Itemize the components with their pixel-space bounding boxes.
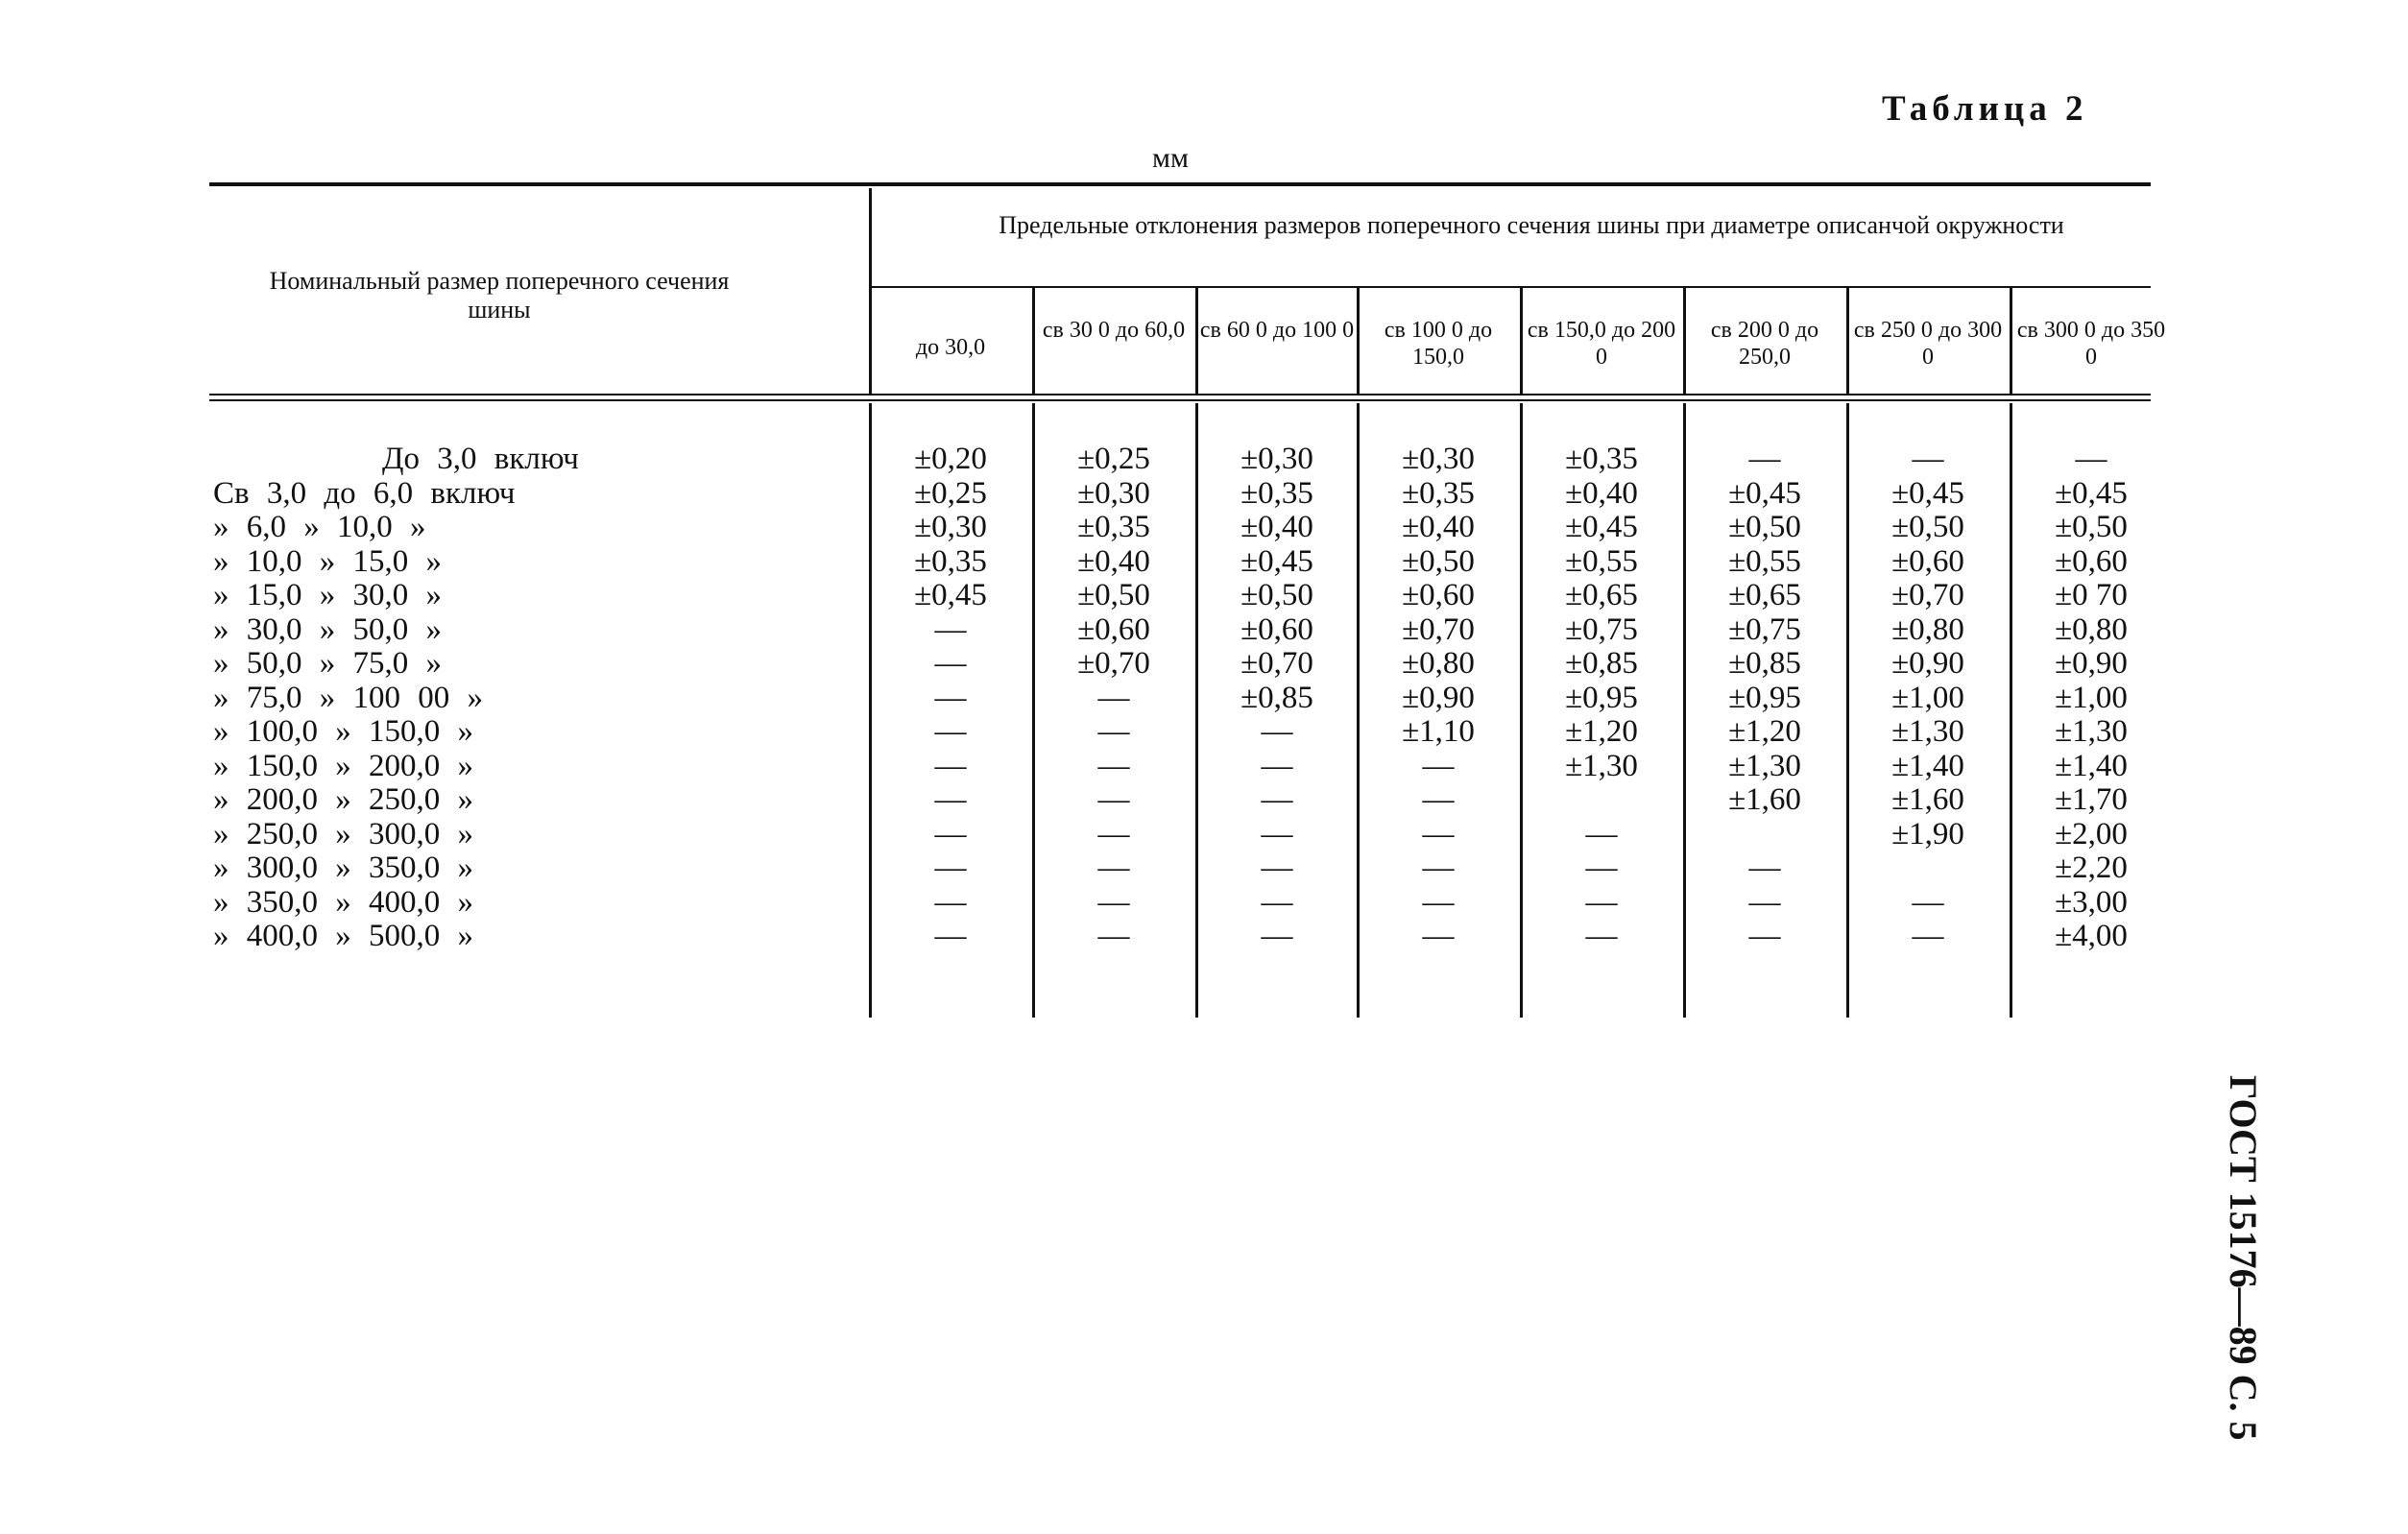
table-cell: ±0,60 bbox=[1240, 611, 1313, 647]
table-cell: ±0,45 bbox=[2055, 475, 2128, 511]
table-cell: ±4,00 bbox=[2055, 919, 2128, 953]
table-cell: — bbox=[1912, 919, 1944, 953]
table-cell: ±0,70 bbox=[1240, 646, 1313, 681]
table-cell: — bbox=[1261, 816, 1293, 851]
row-label: » 50,0 » 75,0 » bbox=[213, 646, 442, 681]
table-cell: — bbox=[1097, 816, 1130, 851]
column-header: св 200 0 до 250,0 bbox=[1710, 318, 1819, 370]
table-cell: — bbox=[1912, 884, 1944, 920]
table-cell: ±0,50 bbox=[1240, 578, 1313, 612]
table-cell: ±1,30 bbox=[1565, 748, 1638, 783]
table-cell: ±0,80 bbox=[1891, 611, 1964, 647]
row-label: » 250,0 » 300,0 » bbox=[213, 816, 473, 851]
table-cell: — bbox=[1585, 816, 1618, 851]
table-cell: ±0,70 bbox=[1077, 646, 1150, 681]
table-cell: ±2,00 bbox=[2055, 816, 2128, 851]
column-header: св 300 0 до 350 0 bbox=[2016, 318, 2166, 370]
table-cell: ±0,35 bbox=[1240, 475, 1313, 511]
table-cell: ±0,85 bbox=[1565, 646, 1638, 681]
table-cell: ±0,45 bbox=[1728, 475, 1801, 511]
table-cell: ±0,55 bbox=[1728, 543, 1801, 579]
table-cell: ±1,00 bbox=[2055, 680, 2128, 715]
table-cell: — bbox=[934, 714, 967, 749]
table-cell: ±0,95 bbox=[1565, 680, 1638, 715]
table-title: Таблица 2 bbox=[1882, 89, 2088, 129]
header-bottom-rule-1 bbox=[209, 394, 2151, 395]
column-header: св 150,0 до 200 0 bbox=[1527, 318, 1676, 370]
table-cell: ±0,40 bbox=[1565, 475, 1638, 511]
table-cell: — bbox=[1097, 851, 1130, 885]
table-cell: ±1,20 bbox=[1728, 714, 1801, 749]
table-cell: — bbox=[1261, 782, 1293, 817]
table-cell: ±1,30 bbox=[1728, 748, 1801, 783]
table-cell: ±0,80 bbox=[1402, 646, 1475, 681]
table-cell: ±0,50 bbox=[1728, 510, 1801, 544]
table-cell: ±0,70 bbox=[1891, 578, 1964, 612]
table-cell: — bbox=[1422, 816, 1455, 851]
table-cell: — bbox=[1422, 782, 1455, 817]
table-cell: ±0,60 bbox=[1891, 543, 1964, 579]
table-cell: — bbox=[1261, 748, 1293, 783]
table-cell: ±0,35 bbox=[1565, 442, 1638, 476]
column-header: св 30 0 до 60,0 bbox=[1042, 318, 1186, 343]
table-cell: — bbox=[1748, 884, 1781, 920]
table-cell: — bbox=[1261, 919, 1293, 953]
table-cell: ±0,85 bbox=[1728, 646, 1801, 681]
table-cell: — bbox=[1585, 919, 1618, 953]
table-cell: ±0,95 bbox=[1728, 680, 1801, 715]
row-label: » 200,0 » 250,0 » bbox=[213, 782, 473, 817]
group-header: Предельные отклонения размеров поперечного сечения шины при диаметре описанчой окружности bbox=[999, 211, 2064, 239]
column-header: св 100 0 до 150,0 bbox=[1384, 318, 1493, 370]
table-cell: ±0,65 bbox=[1565, 578, 1638, 612]
row-label: » 150,0 » 200,0 » bbox=[213, 748, 473, 783]
table-cell: ±0,30 bbox=[914, 510, 987, 544]
table-cell: — bbox=[934, 884, 967, 920]
table-cell: — bbox=[1422, 851, 1455, 885]
table-cell: ±1,90 bbox=[1891, 816, 1964, 851]
table-cell: ±0,85 bbox=[1240, 680, 1313, 715]
row-label: До 3,0 включ bbox=[382, 442, 579, 476]
table-cell: ±0,50 bbox=[2055, 510, 2128, 544]
table-cell: — bbox=[934, 680, 967, 715]
table-cell: ±0,70 bbox=[1402, 611, 1475, 647]
table-cell: — bbox=[1097, 714, 1130, 749]
row-label: Св 3,0 до 6,0 включ bbox=[213, 475, 516, 511]
table-cell: ±0,40 bbox=[1402, 510, 1475, 544]
column-header: св 60 0 до 100 0 bbox=[1199, 318, 1355, 343]
table-cell: ±1,60 bbox=[1728, 782, 1801, 817]
column-header: до 30,0 bbox=[915, 335, 986, 360]
table-cell: ±0,80 bbox=[2055, 611, 2128, 647]
row-label: » 75,0 » 100 00 » bbox=[213, 680, 483, 715]
table-cell: ±1,10 bbox=[1402, 714, 1475, 749]
table-cell: — bbox=[934, 851, 967, 885]
column-header: св 250 0 до 300 0 bbox=[1853, 318, 2003, 370]
row-label: » 30,0 » 50,0 » bbox=[213, 611, 442, 647]
unit-label: мм bbox=[1152, 142, 1189, 174]
table-cell: ±0,75 bbox=[1565, 611, 1638, 647]
table-cell: — bbox=[1422, 748, 1455, 783]
table-cell: — bbox=[1261, 851, 1293, 885]
table-cell: ±0,45 bbox=[1240, 543, 1313, 579]
table-cell: ±1,60 bbox=[1891, 782, 1964, 817]
table-cell: ±0,60 bbox=[2055, 543, 2128, 579]
row-label: » 350,0 » 400,0 » bbox=[213, 884, 473, 920]
table-cell: — bbox=[934, 919, 967, 953]
table-cell: ±1,40 bbox=[2055, 748, 2128, 783]
table-cell: — bbox=[1097, 884, 1130, 920]
table-cell: ±1,40 bbox=[1891, 748, 1964, 783]
table-cell: ±0,75 bbox=[1728, 611, 1801, 647]
table-cell: ±0,45 bbox=[1565, 510, 1638, 544]
table-cell: ±0,40 bbox=[1240, 510, 1313, 544]
stub-header: Номинальный размер поперечного сечения шины bbox=[269, 267, 730, 324]
table-cell: — bbox=[1912, 442, 1944, 476]
table-cell: ±0,30 bbox=[1240, 442, 1313, 476]
table-cell: ±2,20 bbox=[2055, 851, 2128, 885]
table-cell: — bbox=[1748, 442, 1781, 476]
table-cell: — bbox=[1585, 851, 1618, 885]
table-cell: — bbox=[1097, 748, 1130, 783]
table-cell: ±0,60 bbox=[1077, 611, 1150, 647]
table-cell: ±0,40 bbox=[1077, 543, 1150, 579]
table-cell: — bbox=[1585, 884, 1618, 920]
table-cell: — bbox=[934, 816, 967, 851]
table-cell: ±0,35 bbox=[1077, 510, 1150, 544]
table-cell: ±0,50 bbox=[1077, 578, 1150, 612]
table-cell: ±0,50 bbox=[1891, 510, 1964, 544]
top-rule bbox=[209, 182, 2151, 186]
table-cell: ±0,30 bbox=[1077, 475, 1150, 511]
table-cell: — bbox=[934, 748, 967, 783]
table-cell: — bbox=[1097, 782, 1130, 817]
table-cell: ±0,90 bbox=[1891, 646, 1964, 681]
table-cell: ±0,25 bbox=[1077, 442, 1150, 476]
table-cell: — bbox=[1097, 919, 1130, 953]
table-cell: ±0,30 bbox=[1402, 442, 1475, 476]
table-cell: ±3,00 bbox=[2055, 884, 2128, 920]
table-cell: ±1,30 bbox=[1891, 714, 1964, 749]
table-cell: — bbox=[2075, 442, 2107, 476]
row-label: » 400,0 » 500,0 » bbox=[213, 919, 473, 953]
table-cell: — bbox=[934, 646, 967, 681]
table-cell: ±1,00 bbox=[1891, 680, 1964, 715]
table-cell: ±0,45 bbox=[914, 578, 987, 612]
table-cell: ±0,90 bbox=[1402, 680, 1475, 715]
table-cell: ±0,60 bbox=[1402, 578, 1475, 612]
table-cell: — bbox=[1422, 884, 1455, 920]
table-cell: — bbox=[1422, 919, 1455, 953]
table-cell: ±0,45 bbox=[1891, 475, 1964, 511]
table-cell: — bbox=[934, 611, 967, 647]
table-cell: ±0,65 bbox=[1728, 578, 1801, 612]
table-cell: ±0,90 bbox=[2055, 646, 2128, 681]
column-divider bbox=[869, 188, 872, 394]
table-cell: ±1,30 bbox=[2055, 714, 2128, 749]
header-bottom-rule-2 bbox=[209, 399, 2151, 401]
table-cell: ±0 70 bbox=[2055, 578, 2128, 612]
table-cell: ±0,20 bbox=[914, 442, 987, 476]
table-cell: — bbox=[1261, 884, 1293, 920]
table-cell: ±0,55 bbox=[1565, 543, 1638, 579]
table-cell: — bbox=[1097, 680, 1130, 715]
row-label: » 10,0 » 15,0 » bbox=[213, 543, 442, 579]
table-cell: ±0,50 bbox=[1402, 543, 1475, 579]
table-cell: ±0,35 bbox=[914, 543, 987, 579]
table-cell: ±1,20 bbox=[1565, 714, 1638, 749]
table-cell: — bbox=[1261, 714, 1293, 749]
group-rule bbox=[869, 286, 2151, 288]
row-label: » 6,0 » 10,0 » bbox=[213, 510, 426, 544]
table-cell: — bbox=[934, 782, 967, 817]
table-cell: — bbox=[1748, 851, 1781, 885]
table-cell: ±0,35 bbox=[1402, 475, 1475, 511]
row-label: » 15,0 » 30,0 » bbox=[213, 578, 442, 612]
standard-reference: ГОСТ 15176—89 С. 5 bbox=[2222, 1075, 2265, 1441]
table-cell: — bbox=[1748, 919, 1781, 953]
row-label: » 100,0 » 150,0 » bbox=[213, 714, 473, 749]
table-cell: ±0,25 bbox=[914, 475, 987, 511]
table-cell: ±1,70 bbox=[2055, 782, 2128, 817]
row-label: » 300,0 » 350,0 » bbox=[213, 851, 473, 885]
